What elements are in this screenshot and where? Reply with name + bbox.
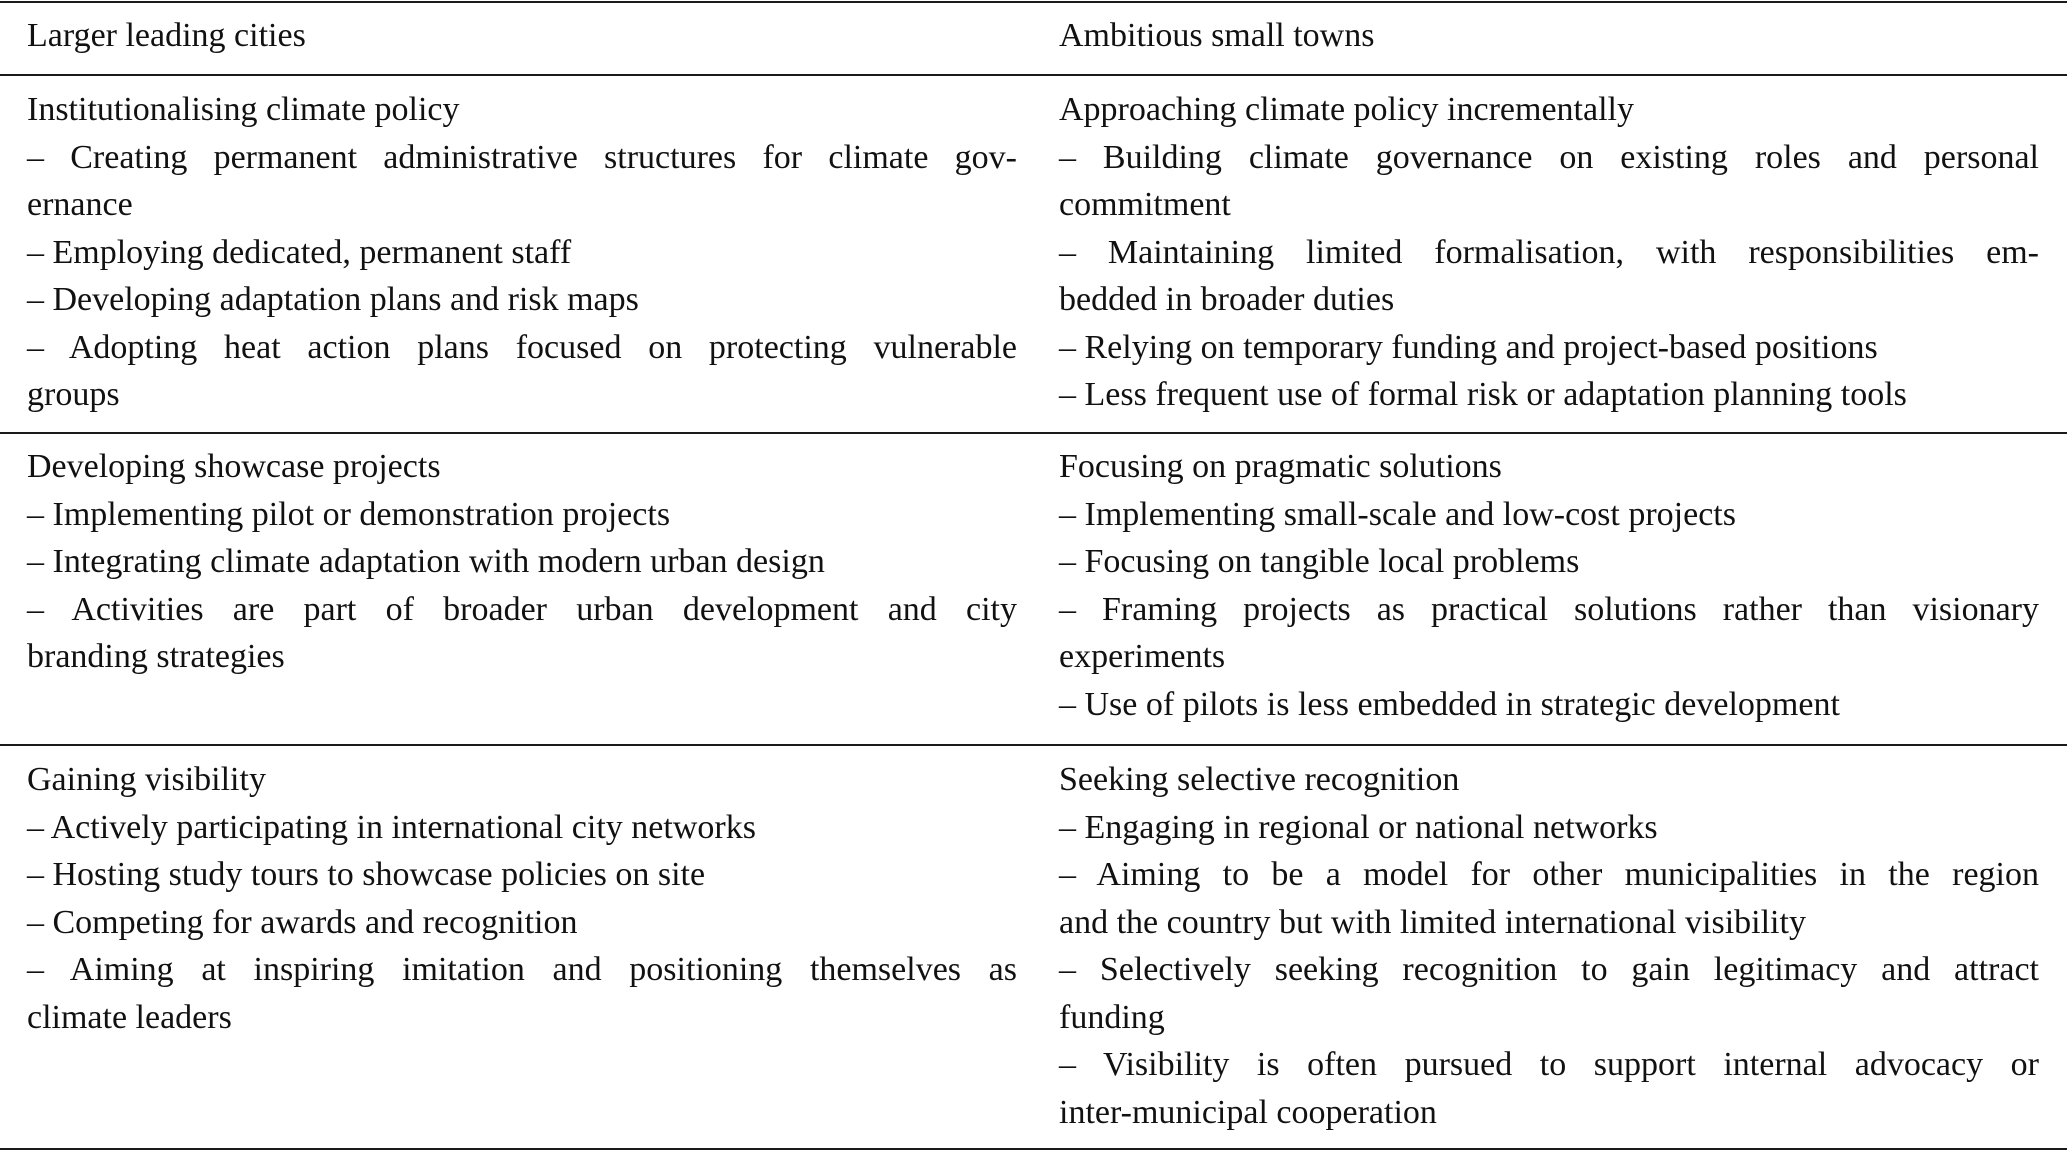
cell-bullet-line: – Actively participating in international city networks xyxy=(27,808,756,846)
table-cell-right xyxy=(1059,86,2039,419)
cell-bullet-line: – Activities are part of broader urban development and city xyxy=(27,590,1017,628)
cell-bullet-line: funding xyxy=(1059,998,1165,1036)
cell-bullet-line: – Employing dedicated, permanent staff xyxy=(27,233,572,271)
cell-bullet-line: branding strategies xyxy=(27,638,285,675)
header-rule xyxy=(0,74,2067,76)
cell-bullet-line: – Building climate governance on existing roles and personal xyxy=(1059,138,2039,176)
cell-bullet-line: – Maintaining limited formalisation, with responsibilities em- xyxy=(1059,233,2039,271)
cell-bullet-line: – Relying on temporary funding and project-based positions xyxy=(1059,328,1878,366)
cell-category-title: Seeking selective recognition xyxy=(1059,761,1460,798)
cell-bullet-line: – Hosting study tours to showcase policies on site xyxy=(27,856,706,893)
cell-category-title: Focusing on pragmatic solutions xyxy=(1059,448,1502,485)
table-cell-left xyxy=(27,756,1017,1041)
cell-bullet-line: ernance xyxy=(27,186,133,223)
cell-bullet-line: groups xyxy=(27,376,120,413)
cell-bullet-line: – Use of pilots is less embedded in strategic development xyxy=(1059,685,1840,723)
cell-category-title: Gaining visibility xyxy=(27,761,266,798)
cell-bullet-line: – Visibility is often pursued to support internal advocacy or xyxy=(1059,1046,2039,1083)
table-cell-right xyxy=(1059,756,2039,1136)
header-larger-leading-cities: Larger leading cities xyxy=(27,17,306,54)
cell-bullet-line: – Adopting heat action plans focused on protecting vulnerable xyxy=(27,328,1017,366)
cell-bullet-line: – Integrating climate adaptation with modern urban design xyxy=(27,543,825,580)
cell-bullet-line: – Implementing small-scale and low-cost projects xyxy=(1059,495,1736,533)
cell-bullet-line: – Implementing pilot or demonstration projects xyxy=(27,495,671,533)
header-ambitious-small-towns: Ambitious small towns xyxy=(1059,17,1375,54)
row-divider-2 xyxy=(0,744,2067,746)
cell-bullet-line: – Creating permanent administrative structures for climate gov- xyxy=(27,138,1017,176)
cell-bullet-line: experiments xyxy=(1059,638,1226,675)
cell-bullet-line: commitment xyxy=(1059,186,1231,223)
cell-bullet-line: – Engaging in regional or national networks xyxy=(1059,808,1658,846)
table-top-rule xyxy=(0,1,2067,3)
table-bottom-rule xyxy=(0,1148,2067,1150)
row-divider-1 xyxy=(0,432,2067,434)
cell-bullet-line: – Aiming at inspiring imitation and positioning themselves as xyxy=(27,951,1017,988)
cell-bullet-line: – Developing adaptation plans and risk maps xyxy=(27,281,639,318)
cell-bullet-line: climate leaders xyxy=(27,998,232,1036)
cell-bullet-line: and the country but with limited international visibility xyxy=(1059,903,1806,941)
cell-bullet-line: inter-municipal cooperation xyxy=(1059,1093,1437,1131)
cell-bullet-line: bedded in broader duties xyxy=(1059,281,1395,318)
cell-bullet-line: – Focusing on tangible local problems xyxy=(1059,543,1580,580)
table-cell-left xyxy=(27,86,1017,419)
table-cell-left xyxy=(27,443,1017,681)
table-cell-right xyxy=(1059,443,2039,728)
cell-bullet-line: – Less frequent use of formal risk or adaptation planning tools xyxy=(1059,376,1907,413)
cell-bullet-line: – Competing for awards and recognition xyxy=(27,903,578,941)
cell-bullet-line: – Selectively seeking recognition to gain legitimacy and attract xyxy=(1059,951,2039,988)
cell-category-title: Approaching climate policy incrementally xyxy=(1059,91,1634,128)
cell-category-title: Institutionalising climate policy xyxy=(27,91,460,128)
cell-category-title: Developing showcase projects xyxy=(27,448,441,485)
cell-bullet-line: – Aiming to be a model for other municipalities in the region xyxy=(1059,856,2039,893)
cell-bullet-line: – Framing projects as practical solutions rather than visionary xyxy=(1059,590,2039,628)
